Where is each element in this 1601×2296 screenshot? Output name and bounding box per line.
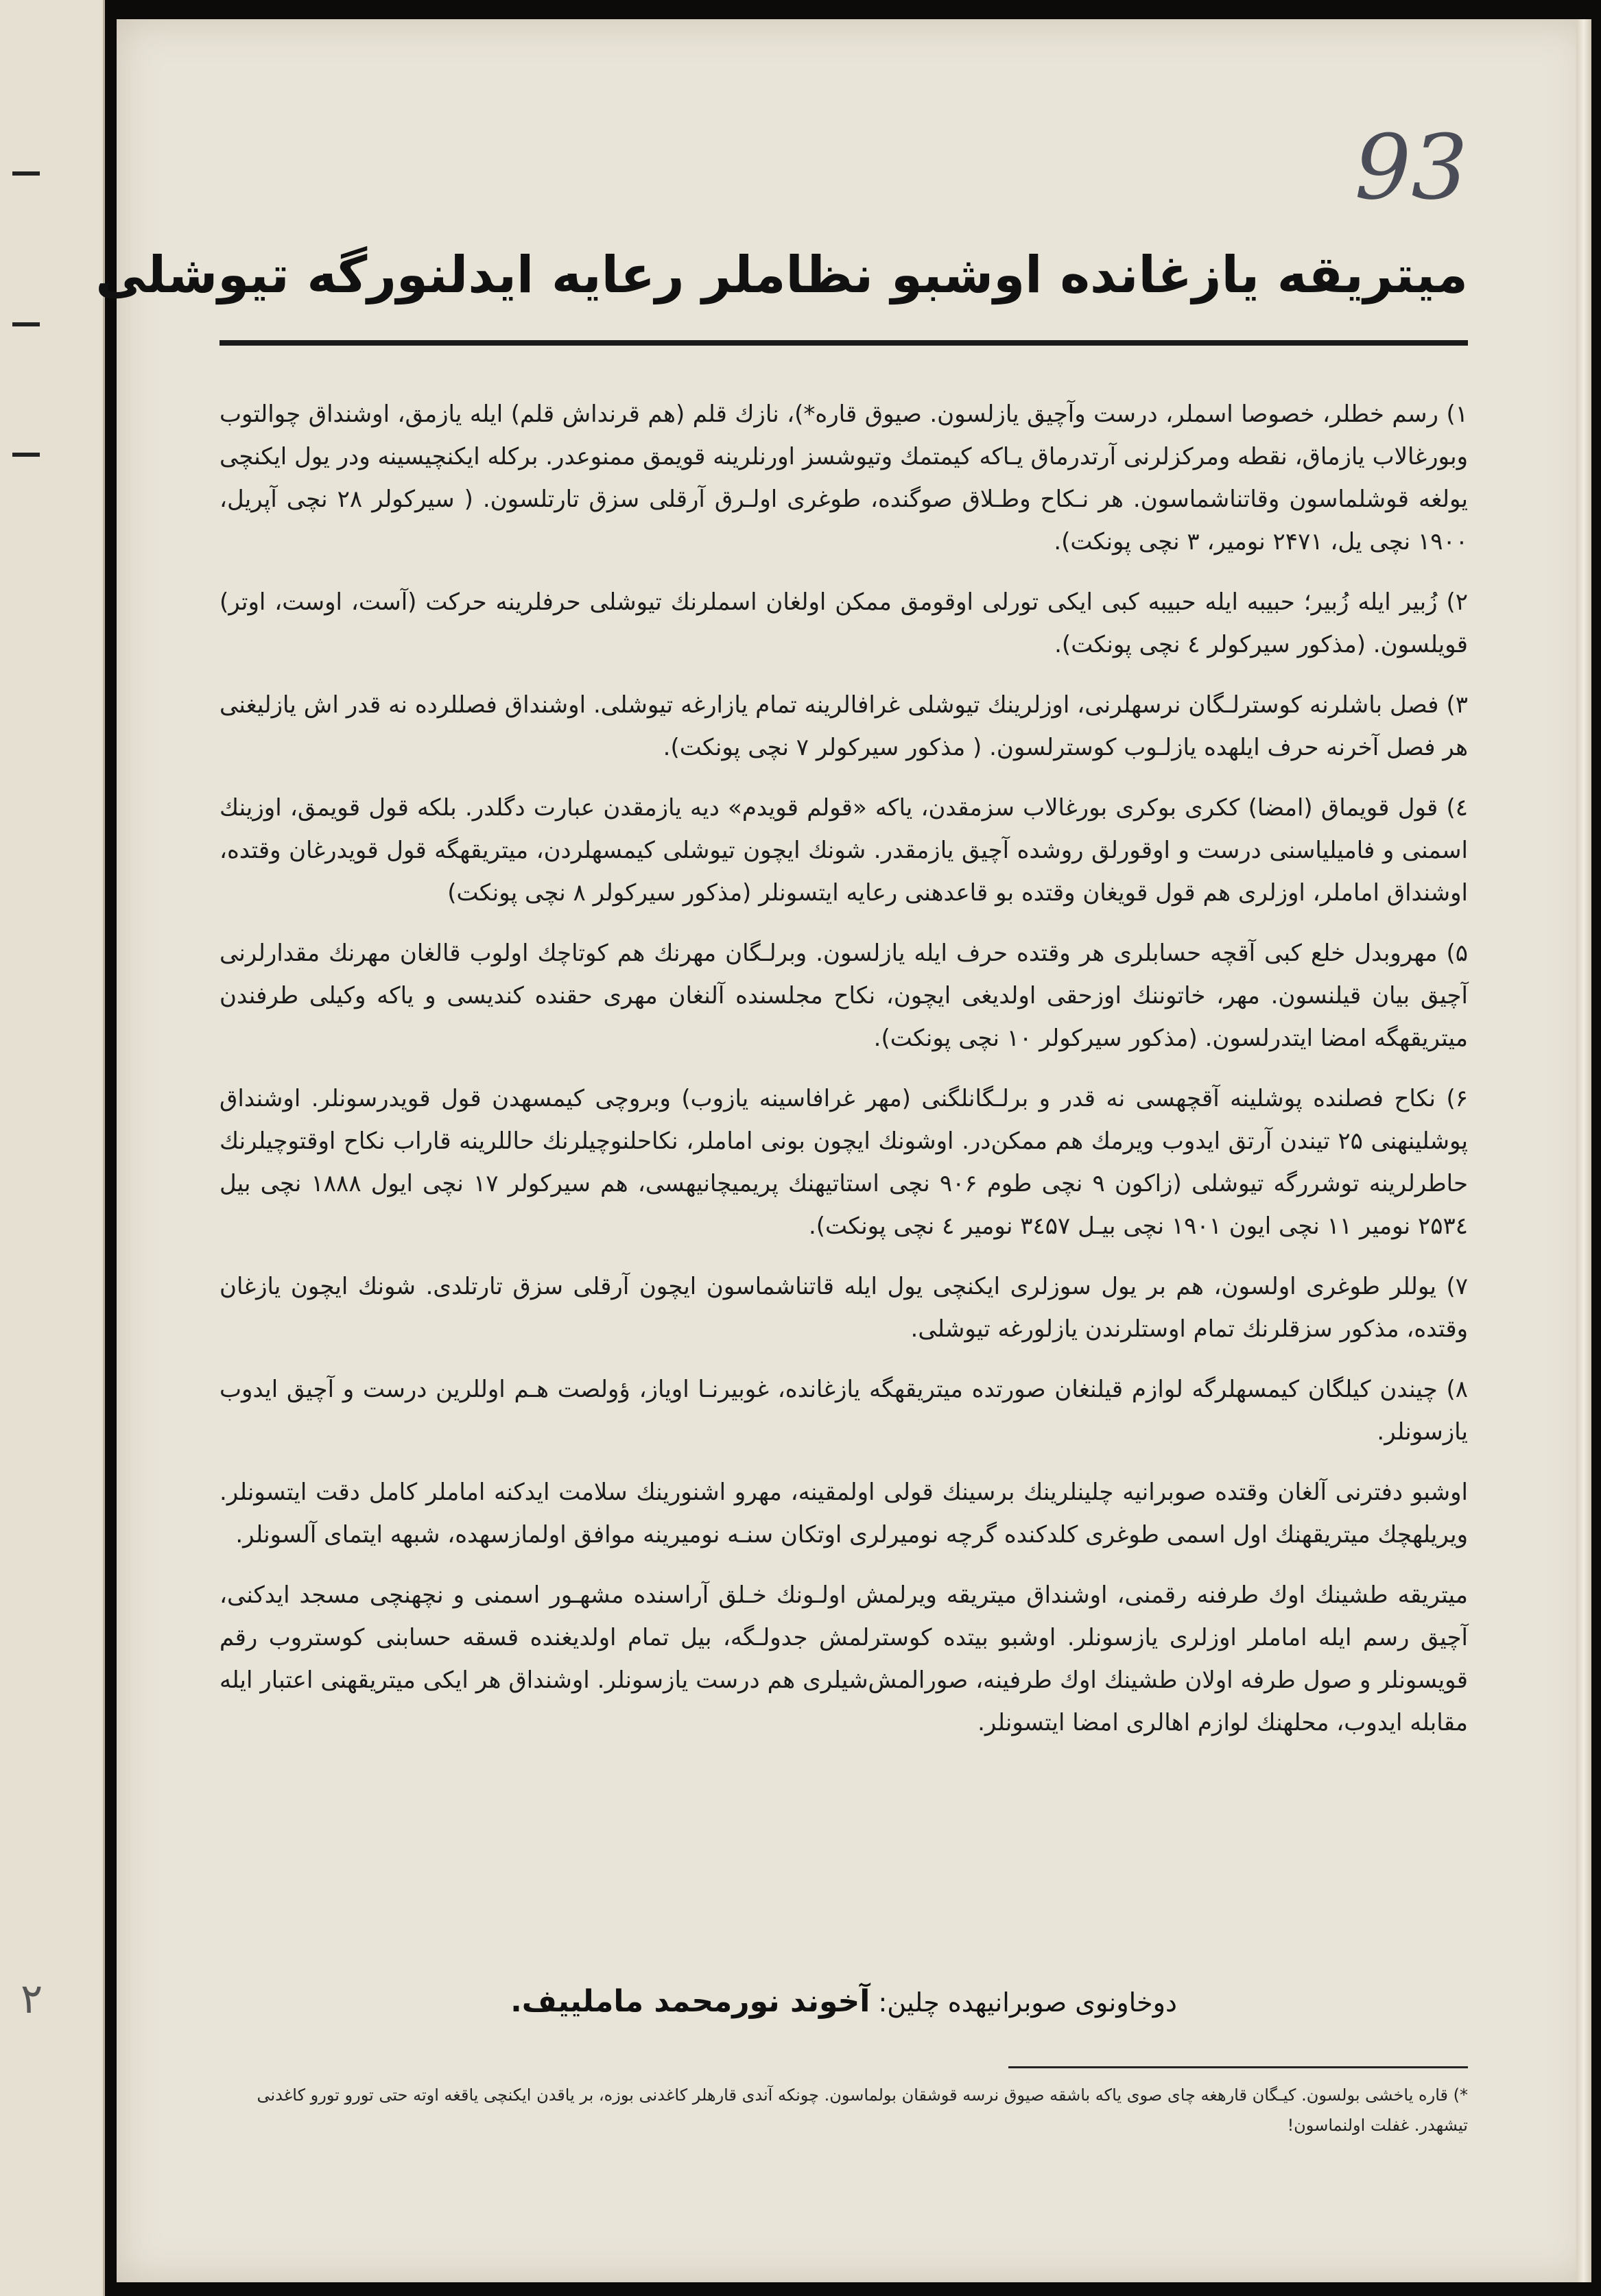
paragraph-9: اوشبو دفترنی آلغان وقتده صوبرانیه چلینلرینك برسینك قولی اولمقینه، مهرو اشنورینك سلامت ایدکنه اماملر کامل دقت ایتسونلر. ویریلهچك میتریقهنك اول اسمی طوغری کلدکنده گرچه نومیرلری اوتکان سنـه نومیرینه موافق اولمازسهده، شبهه ایتمای آلسونلر. [220,1479,1468,1548]
paragraph-10: میتریقه طشینك اوك طرفنه رقمنی، اوشنداق میتریقه ویرلمش اولـونك خـلق آراسنده مشهـور اسمنی و نچهنچی مسجد ایدکنی، آچیق رسم ایله اماملر اوزلری یازسونلر. اوشبو بیتده کوسترلمش جدولـگه، بیل تمام اولدیغنده قسقه حسابنی کوستروب رقم قویسونلر و صول طرفه اولان طشینك اوك طرفینه، صورالمش‌شیلری هم درست یازسونلر. اوشنداق هر ایکی میتریقهنی اعتبار ایله مقابله ایدوب، محلهنك لوازم اهالری امضا ایتسونلر. [220,1581,1468,1736]
page-number: 93 [1354,115,1468,219]
paragraph-2: ۲) زُبیر ایله زُبیر؛ حبیبه ایله حبیبه کبی ایکی تورلی اوقومق ممکن اولغان اسملرنك تیوشلی حرفلرینه حرکت (آست، اوست، اوتر) قویلسون. (مذکور سیرکولر ٤ نچی پونکت). [220,588,1468,658]
paragraph-3: ۳) فصل باشلرنه کوسترلـگان نرسهلرنی، اوزلرینك تیوشلی غرافالرینه تمام یازارغه تیوشلی. اوشنداق فصللرده نه قدر اش یازلیغنی هر فصل آخرنه حرف ایلهده یازلـوب کوسترلسون. ( مذکور سیرکولر ۷ نچی پونکت). [220,691,1468,761]
paragraph-8: ۸) چیندن کیلگان کیمسهلرگه لوازم قیلنغان صورتده میتریقهگه یازغانده، غوبیرنـا اویاز، ؤولصت هـم اوللرین درست و آچیق ایدوب یازسونلر. [220,1376,1468,1446]
margin-tick [12,171,40,176]
margin-tick [12,453,40,457]
paragraph-5: ۵) مهروبدل خلع کبی آقچه حسابلری هر وقتده حرف ایله یازلسون. وبرلـگان مهرنك هم کوتاچك اولوب قالغان مهرنك مقدارلرنی آچیق بیان قیلنسون. مهر، خاتوننك اوزحقی اولدیغی ایچون، نکاح مجلسنده آلنغان مهری حقنده کندیسی و یاکه وکیلی طرفندن میتریقهگه امضا ایتدرلسون. (مذکور سیرکولر ۱۰ نچی پونکت). [220,940,1468,1052]
page-stack-edge [1576,19,1591,2282]
body-text [220,393,1468,1762]
paragraph-4: ٤) قول قویماق (امضا) ککری بوکری بورغالاب سزمقدن، یاکه «قولم قویدم» دیه یازمقدن عبارت دگلدر. بلکه قول قویمق، اوزینك اسمنی و فامیلیاسنی درست و اوقورلق روشده آچیق یازمقدر. شونك ایچون تیوشلی کیمسهلردن، میتریقهگه قول قویدرغان وقتده، اوشنداق اماملر، اوزلری هم قول قویغان وقتده بو قاعدهنی رعایه ایتسونلر (مذکور سیرکولر ۸ نچی پونکت) [220,794,1468,907]
margin-mark: ۲ [21,1975,43,2023]
signature-line [220,1984,1468,2019]
footnote-divider [1008,2066,1468,2068]
document-page [95,19,1591,2282]
page-title: میتریقه یازغانده اوشبو نظاملر رعایه ایدلنورگه تیوشلی [95,246,1468,304]
signature-label: دوخاونوی صوبرانیهده چلین: [878,1987,1177,2018]
paragraph-6: ۶) نکاح فصلنده پوشلینه آقچهسی نه قدر و برلـگانلگنی (مهر غرافاسینه یازوب) وبروچی کیمسهدن قول قویدرسونلر. اوشنداق پوشلینهنی ۲۵ تیندن آرتق ایدوب ویرمك هم ممکن‌در. اوشونك ایچون بونی اماملر، نکاحلنوچیلرنك حاللرینه قاراب نکاح اوقتوچیلرنك حاطرلرینه توشررگه تیوشلی (زاکون ۹ نچی طوم ۹۰۶ نچی استاتیهنك پریمیچانیهسی، هم سیرکولر ۱۷ نچی ایول ۱۸۸۸ نچی بیل ۲۵۳٤ نومیر ۱۱ نچی ایون ۱۹۰۱ نچی بیـل ۳٤۵۷ نومیر ٤ نچی پونکت). [220,1085,1469,1240]
margin-tick [12,322,40,326]
signature-name: آخوند نورمحمد ماملییف. [510,1984,870,2019]
paragraph-7: ۷) یوللر طوغری اولسون، هم بر یول سوزلری ایکنچی یول ایله قاتناشماسون ایچون آرقلی سزق تارتلدی. شونك ایچون یازغان وقتده، مذکور سزقلرنك تمام اوستلرندن یازلورغه تیوشلی. [220,1273,1468,1343]
title-underline [220,340,1468,346]
footnote: *) قاره یاخشی بولسون. کیـگان قارهغه چای صوی یاکه باشقه صیوق نرسه قوشقان بولماسون. چونکه آندی قارهلر کاغدنی بوزه، بر یاقدن ایکنچی یاقغه اوته حتی تورو تورو کاغدنی تیشهدر. غفلت اولنماسون! [257,2085,1468,2135]
previous-page-edge [0,0,105,2296]
paragraph-1: ۱) رسم خطلر، خصوصا اسملر، درست وآچیق یازلسون. صیوق قاره*)، نازك قلم (هم قرنداش قلم) ایله یازمق، اوشنداق چوالتوب وبورغالاب یازماق، نقطه ومرکزلرنی آرتدرماق یـاکه کیمتمك وتیوشسز اورنلرینه قویمق ممنوعدر. برکله ایکنچیسینه ودر یول ایکنچی یولغه قوشلماسون وقاتناشماسون. هر نـکاح وطـلاق صوگنده، طوغری اولـرق آرقلی سزق تارتلسون. ( سیرکولر ۲۸ نچی آپریل، ۱۹۰۰ نچی یل، ۲۴۷۱ نومیر، ۳ نچی پونکت). [220,400,1469,555]
